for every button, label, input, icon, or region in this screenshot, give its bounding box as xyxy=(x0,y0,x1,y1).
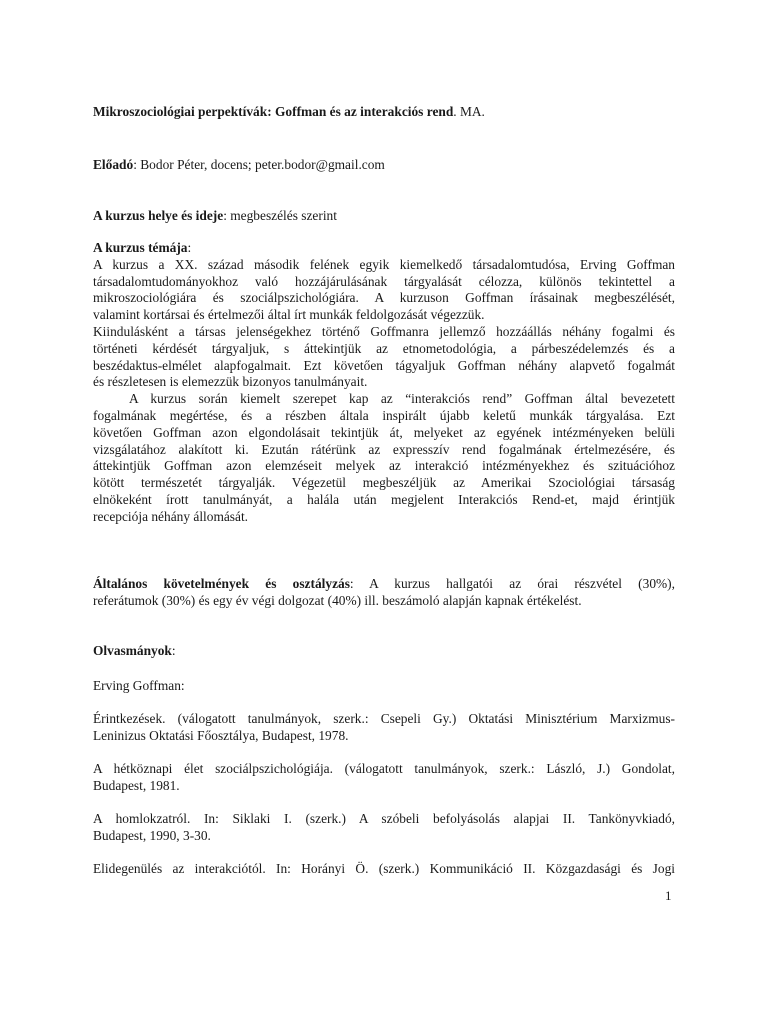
reading-line: A homlokzatról. In: Siklaki I. (szerk.) A szóbeli befolyásolás alapjai II. Tankönyvkiadó, xyxy=(93,811,675,826)
topic-p3-line: fogalmának megértése, és a részben általa inspirált újabb keletű munkák tárgyalása. Ezt xyxy=(93,407,675,423)
reading-line: A hétköznapi élet szociálpszichológiája. (válogatott tanulmányok, szerk.: László, J.) Gondolat, xyxy=(93,761,675,776)
document-title xyxy=(93,104,675,121)
lecturer-label: Előadó xyxy=(93,157,134,172)
topic-p1-line: A kurzus a XX. század második felének egyik kiemelkedő társadalomtudósa, Erving Goffman xyxy=(93,256,675,272)
topic-p2-line: Kiindulásként a társas jelenségekhez történő Goffmanra jellemző hozzáállás néhány fogalmi és xyxy=(93,323,675,339)
requirements-label: Általános követelmények és osztályzás xyxy=(93,576,350,591)
lecturer-line xyxy=(93,157,675,174)
topic-paragraph-2 xyxy=(93,324,675,391)
topic-p2-line: beszédaktus-elmélet alapfogalmait. Ezt követően tágyaljuk Goffman néhány alapvető fogalmát xyxy=(93,357,675,373)
place-time-value: : megbeszélés szerint xyxy=(223,208,337,223)
title-suffix: . MA. xyxy=(453,104,485,119)
reading-line: Budapest, 1990, 3-30. xyxy=(93,827,211,843)
place-time-line xyxy=(93,208,675,225)
title-bold: Mikroszociológiai perpektívák: Goffman és az interakciós rend xyxy=(93,104,454,119)
requirements-text: : A kurzus hallgatói az órai részvétel (30%), xyxy=(349,576,675,591)
topic-p3-line: áttekintjük Goffman azon elemzéseit melyek az interakció intézményekhez és szituációhoz xyxy=(93,458,675,474)
topic-p3-line: elnökeként írott tanulmányát, a halála után megjelent Interakciós Rend-et, majd érintjük xyxy=(93,491,675,507)
topic-p2-line: és részletesen is elemezzük bizonyos tanulmányait. xyxy=(93,374,368,390)
readings-author: Erving Goffman: xyxy=(93,678,185,693)
topic-p3-line: recepciója néhány állomását. xyxy=(93,508,249,524)
readings-colon: : xyxy=(171,643,176,658)
topic-p1-line: valamint kortársai és értelmezői által írt munkák feldolgozását végezzük. xyxy=(93,307,485,323)
topic-paragraph-3 xyxy=(93,391,675,525)
reading-item xyxy=(93,811,675,845)
topic-p3-line: kötött természetét tárgyalják. Végezetül megbeszéljük az Amerikai Szociológiai társaság xyxy=(93,475,675,491)
place-time-label: A kurzus helye és ideje xyxy=(93,208,224,223)
page-number: 1 xyxy=(665,888,672,903)
topic-p2-line: történeti kérdését tárgyaljuk, s áttekintjük az etnometodológia, a párbeszédelemzés és a xyxy=(93,340,675,356)
lecturer-details: : Bodor Péter, docens; peter.bodor@gmail.com xyxy=(133,157,385,172)
reading-line: Budapest, 1981. xyxy=(93,777,180,793)
reading-item xyxy=(93,761,675,795)
topic-label: A kurzus témája xyxy=(93,240,188,255)
requirements-section xyxy=(93,576,675,610)
topic-p1-line: társadalomtudományokhoz való hozzájárulásának tárgyalását célozza, különös tekintettel a xyxy=(93,273,675,289)
topic-paragraph-1 xyxy=(93,257,675,324)
reading-line: Érintkezések. (válogatott tanulmányok, szerk.: Csepeli Gy.) Oktatási Minisztérium Marxizmus- xyxy=(93,711,675,726)
reading-item xyxy=(93,861,675,878)
topic-section xyxy=(93,240,675,526)
topic-p3-line: követően Goffman azon elgondolásait tekintjük át, melyeket az egyének intézményeken belüli xyxy=(93,424,675,440)
requirements-line xyxy=(93,576,675,593)
readings-label: Olvasmányok xyxy=(93,643,172,658)
topic-p1-line: mikroszociológiára és szociálpszichológiára. A kurzuson Goffman írásainak megbeszélését, xyxy=(93,290,675,306)
reading-item xyxy=(93,711,675,745)
topic-p3-line: vizsgálatához alakított ki. Ezután rátérünk az expresszív rend fogalmának értelmezésére, és xyxy=(93,441,675,457)
topic-p3-line: A kurzus során kiemelt szerepet kap az “interakciós rend” Goffman által bevezetett xyxy=(129,391,675,407)
topic-colon: : xyxy=(187,240,192,255)
readings-heading xyxy=(93,643,675,660)
requirements-line: referátumok (30%) és egy év végi dolgozat (40%) ill. beszámoló alapján kapnak értékelést. xyxy=(93,592,582,608)
topic-heading xyxy=(93,240,675,257)
reading-line: Leninizus Oktatási Főosztálya, Budapest, 1978. xyxy=(93,727,349,743)
reading-line: Elidegenülés az interakciótól. In: Horányi Ö. (szerk.) Kommunikáció II. Közgazdasági és Jogi xyxy=(93,861,675,876)
